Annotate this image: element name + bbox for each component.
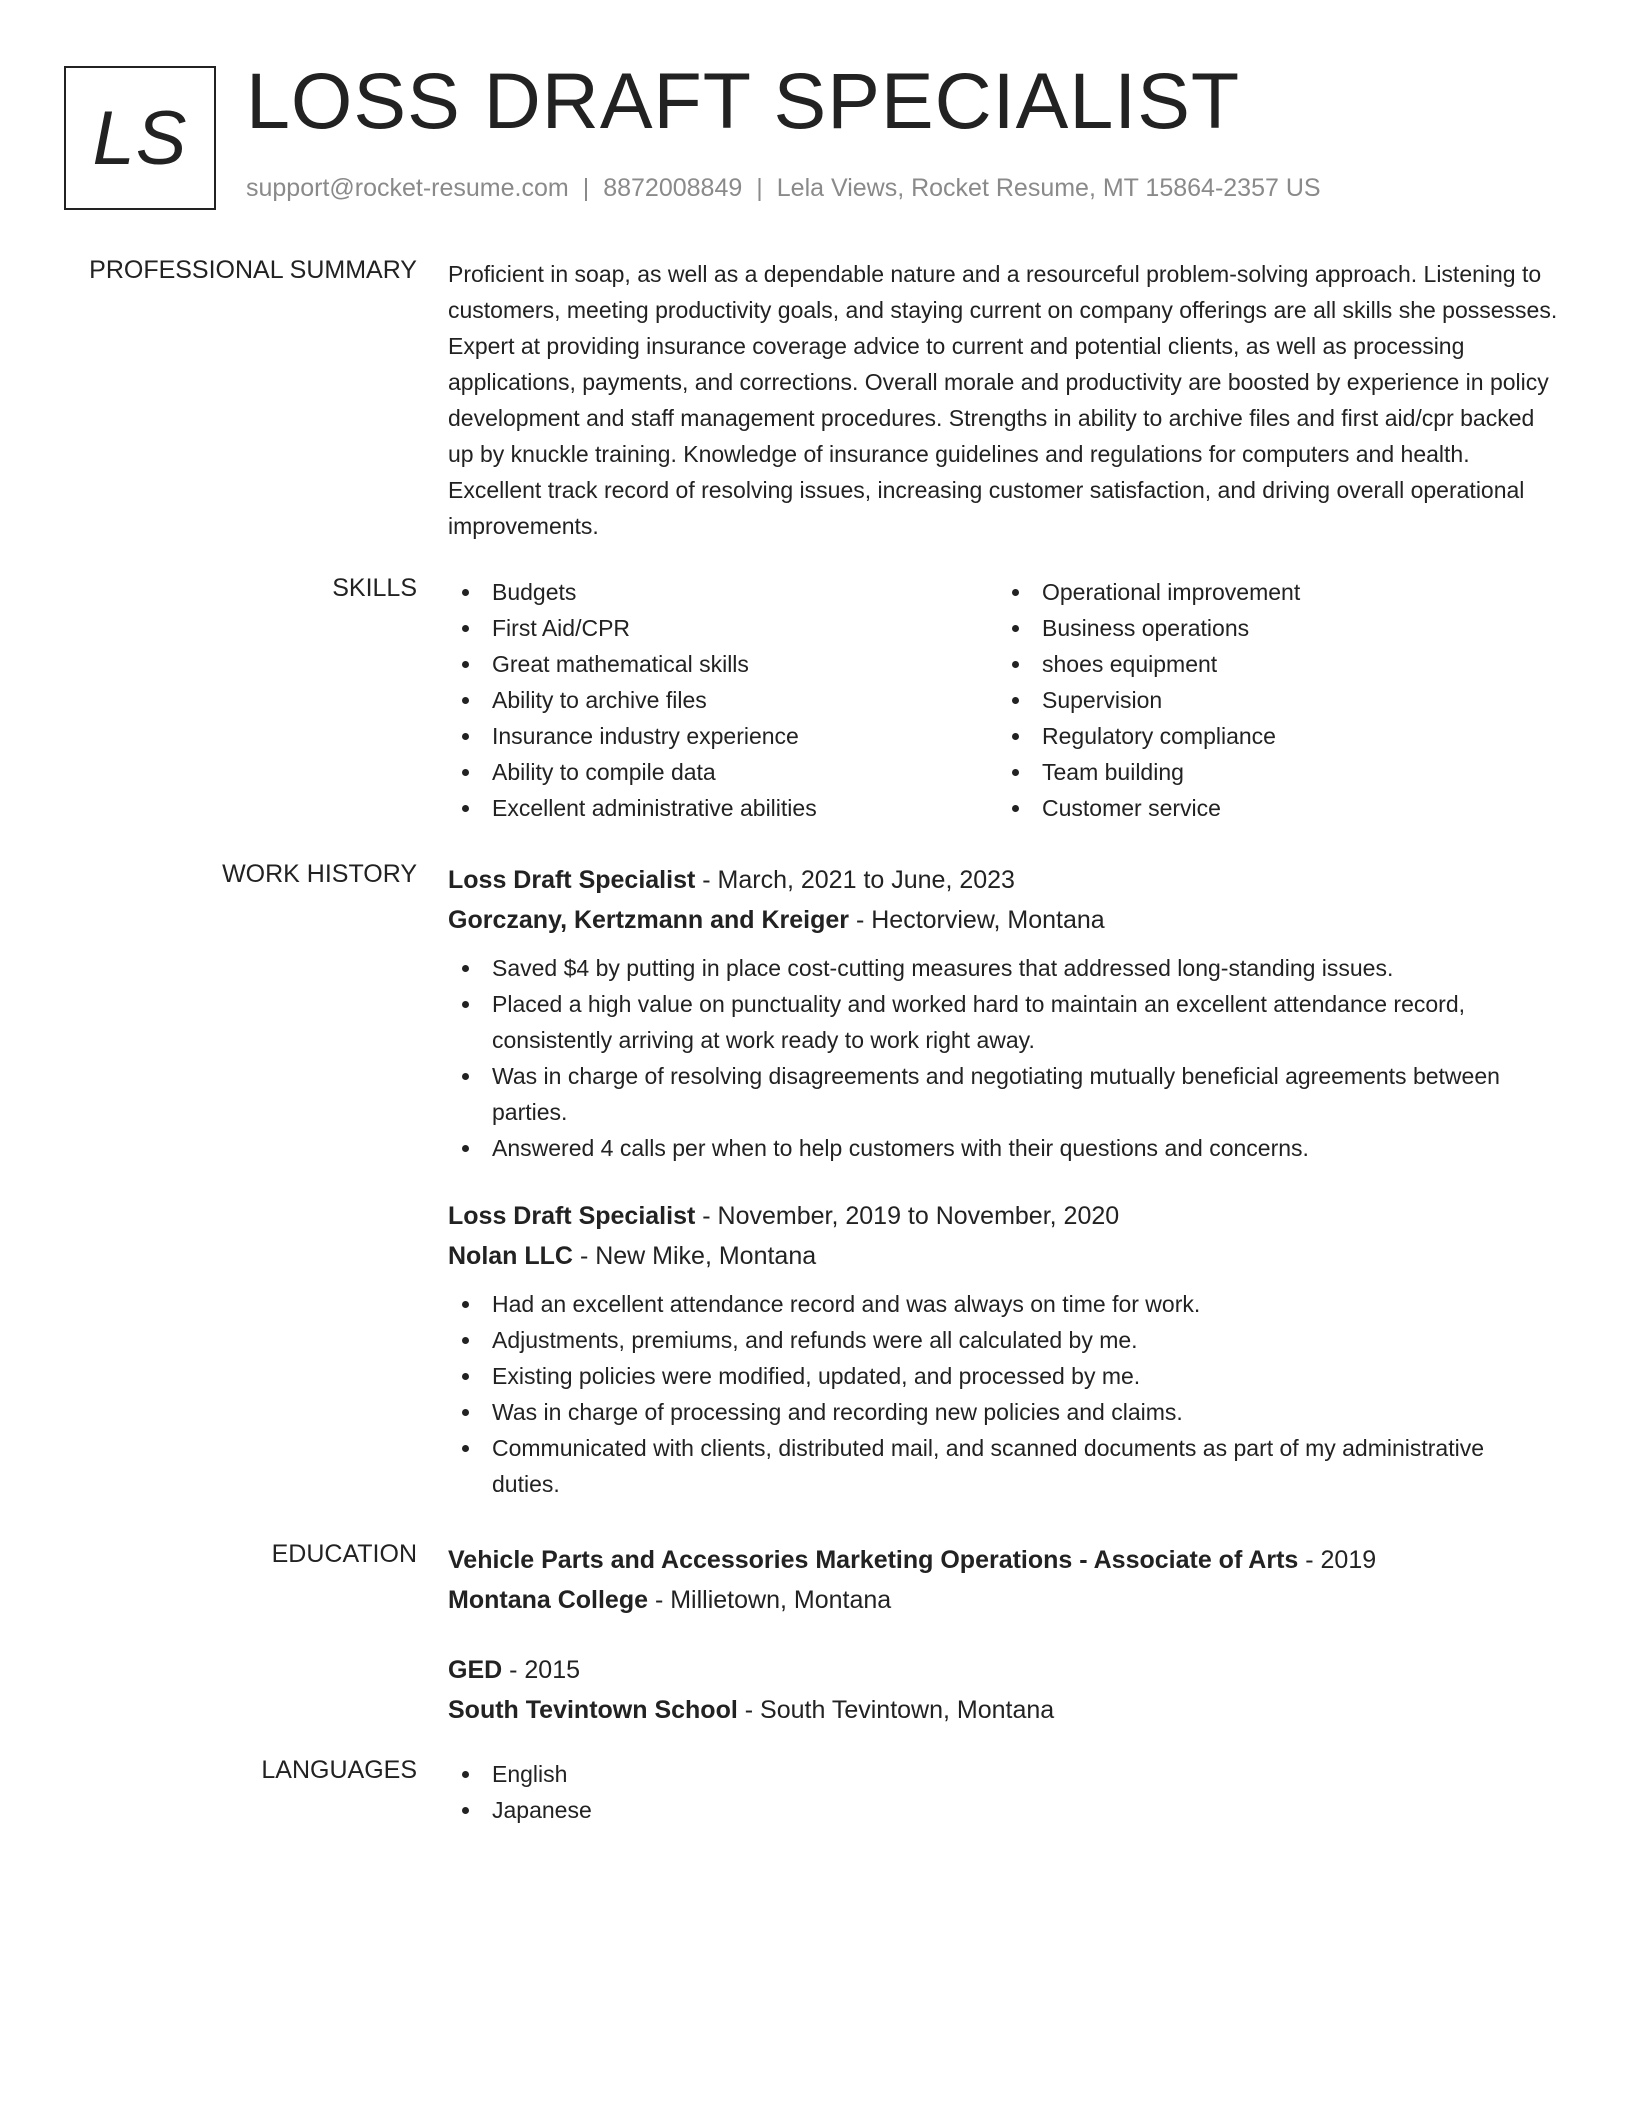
skill-item: shoes equipment	[998, 646, 1548, 682]
education-entry	[448, 1540, 1558, 1620]
candidate-name: LOSS DRAFT SPECIALIST	[246, 56, 1241, 145]
education-body	[448, 1540, 1558, 1760]
skill-item: Customer service	[998, 790, 1548, 826]
summary-text: Proficient in soap, as well as a dependable nature and a resourceful problem-solving approach. Listening to customers, meeting productivity goals, and staying current on company offerings are all skills she possesses. Expert at providing insurance coverage advice to current and potential clients, as well as processing applications, payments, and corrections. Overall morale and productivity are boosted by experience in policy development and staff management procedures. Strengths in ability to archive files and first aid/cpr backed up by knuckle training. Knowledge of insurance guidelines and regulations for computers and health. Excellent track record of resolving issues, increasing customer satisfaction, and driving overall operational improvements.	[448, 261, 1558, 539]
skill-item: Supervision	[998, 682, 1548, 718]
work-body	[448, 860, 1558, 1532]
school-location: - South Tevintown, Montana	[737, 1696, 1055, 1724]
section-label-education: EDUCATION	[271, 1540, 417, 1568]
language-item: Japanese	[448, 1792, 1558, 1828]
section-label-languages: LANGUAGES	[261, 1756, 417, 1784]
school: Montana College	[448, 1586, 649, 1614]
job-entry	[448, 860, 1558, 1166]
contact-separator: |	[756, 174, 763, 202]
job-title-line	[448, 860, 1558, 900]
degree-year: - 2015	[502, 1656, 581, 1684]
school-line	[448, 1580, 1558, 1620]
job-bullet: Placed a high value on punctuality and worked hard to maintain an excellent attendance record, consistently arriving at work ready to work right away.	[448, 986, 1558, 1058]
skill-item: Operational improvement	[998, 574, 1548, 610]
job-bullet: Was in charge of resolving disagreements and negotiating mutually beneficial agreements between parties.	[448, 1058, 1558, 1130]
degree-line	[448, 1650, 1558, 1690]
language-item: English	[448, 1756, 1558, 1792]
job-bullet: Communicated with clients, distributed mail, and scanned documents as part of my administrative duties.	[448, 1430, 1558, 1502]
skill-item: Insurance industry experience	[448, 718, 998, 754]
job-title: Loss Draft Specialist	[448, 866, 696, 894]
skill-item: Excellent administrative abilities	[448, 790, 998, 826]
school: South Tevintown School	[448, 1696, 738, 1724]
monogram: LS	[64, 66, 216, 210]
skills-list-left	[448, 574, 998, 826]
section-label-summary: PROFESSIONAL SUMMARY	[89, 256, 417, 284]
school-location: - Millietown, Montana	[648, 1586, 892, 1614]
contact-separator: |	[582, 174, 590, 202]
skill-item: Budgets	[448, 574, 998, 610]
phone: 8872008849	[603, 174, 743, 202]
education-entry	[448, 1650, 1558, 1730]
skills-body	[448, 574, 1558, 826]
job-company: Nolan LLC	[448, 1242, 573, 1270]
degree-year: - 2019	[1298, 1546, 1377, 1574]
job-location: - Hectorview, Montana	[849, 906, 1105, 934]
job-dates: - November, 2019 to November, 2020	[695, 1202, 1120, 1230]
job-bullet: Was in charge of processing and recording new policies and claims.	[448, 1394, 1558, 1430]
skill-item: Ability to archive files	[448, 682, 998, 718]
job-bullet: Existing policies were modified, updated, and processed by me.	[448, 1358, 1558, 1394]
skill-item: Business operations	[998, 610, 1548, 646]
languages-body	[448, 1756, 1558, 1828]
job-dates: - March, 2021 to June, 2023	[695, 866, 1015, 894]
job-bullets	[448, 1286, 1558, 1502]
skill-item: Regulatory compliance	[998, 718, 1548, 754]
job-company-line	[448, 900, 1558, 940]
section-label-skills: SKILLS	[332, 574, 417, 602]
job-bullet: Saved $4 by putting in place cost-cutting measures that addressed long-standing issues.	[448, 950, 1558, 986]
section-label-work: WORK HISTORY	[222, 860, 417, 888]
address: Lela Views, Rocket Resume, MT 15864-2357 US	[776, 174, 1321, 202]
degree: GED	[448, 1656, 503, 1684]
job-bullet: Answered 4 calls per when to help customers with their questions and concerns.	[448, 1130, 1558, 1166]
contact-line	[246, 174, 1321, 203]
job-bullet: Had an excellent attendance record and was always on time for work.	[448, 1286, 1558, 1322]
job-title: Loss Draft Specialist	[448, 1202, 696, 1230]
skill-item: First Aid/CPR	[448, 610, 998, 646]
job-title-line	[448, 1196, 1558, 1236]
degree-line	[448, 1540, 1558, 1580]
job-company-line	[448, 1236, 1558, 1276]
job-bullet: Adjustments, premiums, and refunds were all calculated by me.	[448, 1322, 1558, 1358]
skill-item: Ability to compile data	[448, 754, 998, 790]
job-entry	[448, 1196, 1558, 1502]
job-bullets	[448, 950, 1558, 1166]
degree: Vehicle Parts and Accessories Marketing Operations - Associate of Arts	[448, 1546, 1299, 1574]
skill-item: Team building	[998, 754, 1548, 790]
job-location: - New Mike, Montana	[573, 1242, 817, 1270]
skills-list-right	[998, 574, 1548, 826]
skills-grid	[448, 574, 1558, 826]
school-line	[448, 1690, 1558, 1730]
email: support@rocket-resume.com	[246, 174, 569, 202]
languages-list	[448, 1756, 1558, 1828]
job-company: Gorczany, Kertzmann and Kreiger	[448, 906, 850, 934]
skill-item: Great mathematical skills	[448, 646, 998, 682]
